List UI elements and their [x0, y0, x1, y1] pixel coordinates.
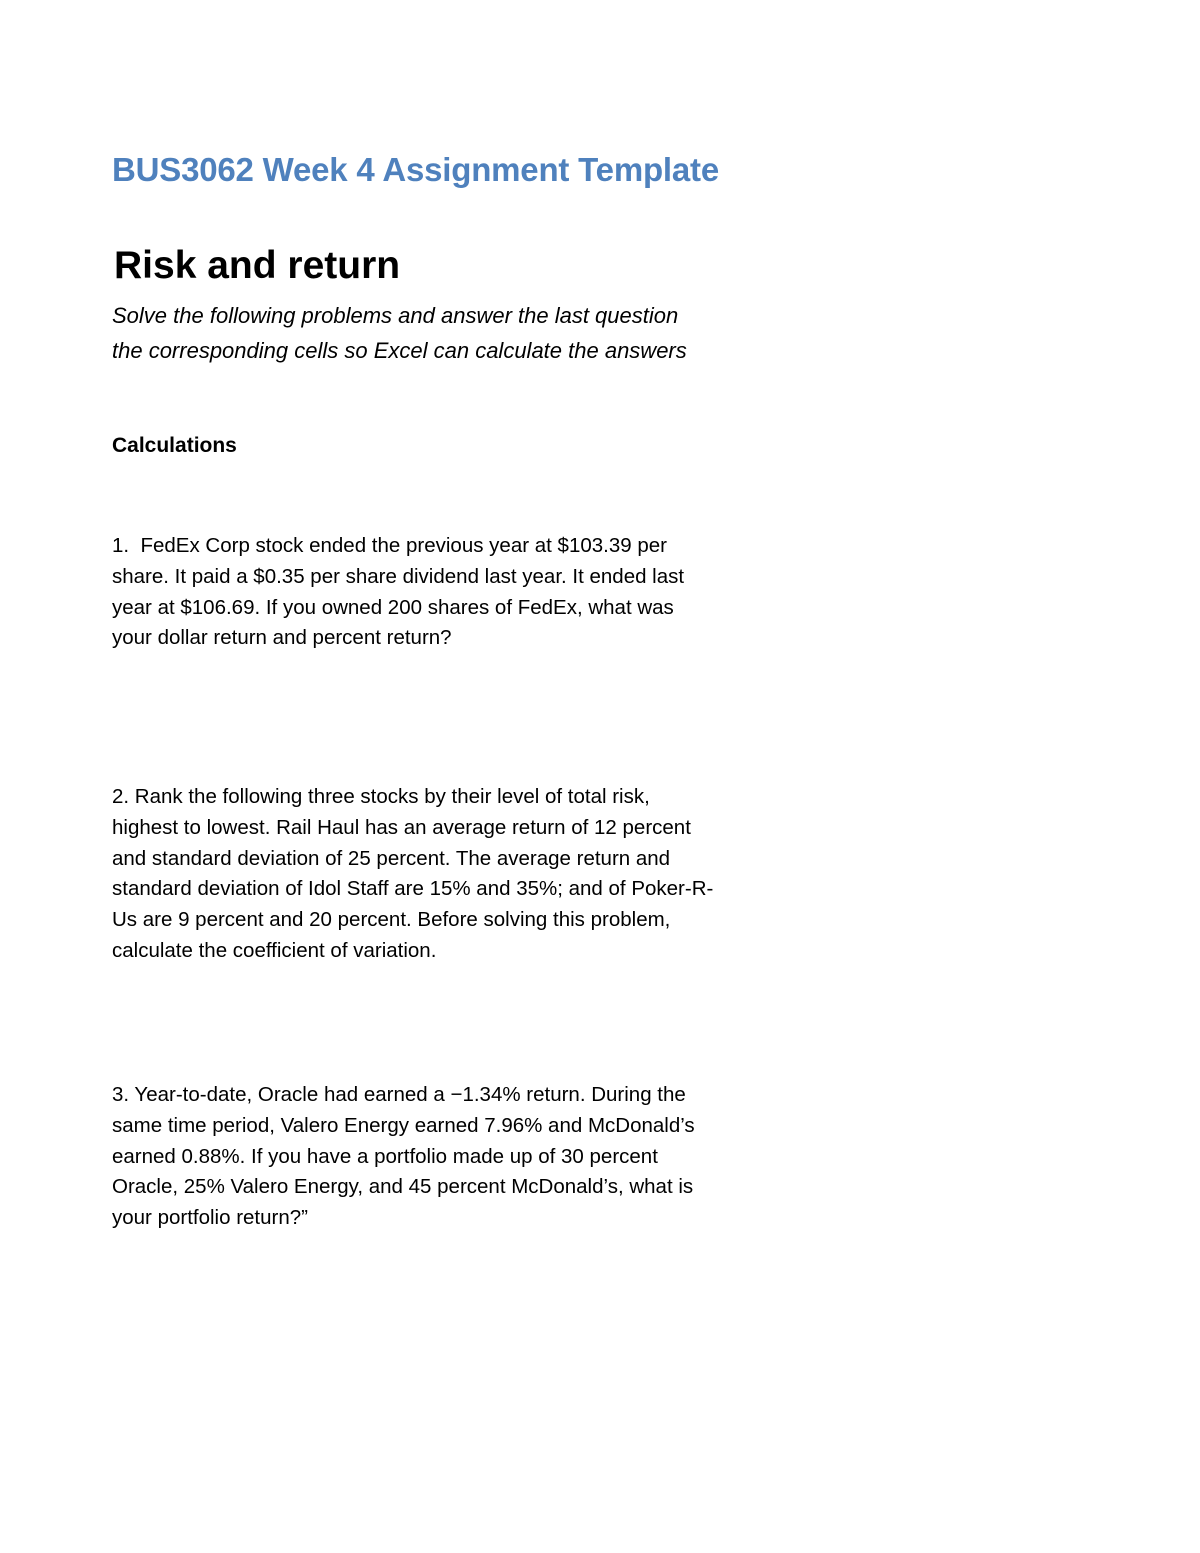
problem-2: 2. Rank the following three stocks by their level of total risk, highest to lowest. Rail Haul has an average return of 12 percent and standard deviation of 25 percent. The average return and standard deviation of Idol Staff are 15% and 35%; and of Poker-R- Us are 9 percent and 20 percent. Before solving this problem, calculate the coefficient of variation. — [112, 785, 714, 962]
calculations-heading: Calculations — [112, 434, 237, 457]
section-title: Risk and return — [114, 244, 401, 287]
instructions-text: Solve the following problems and answer the last question the corresponding cells so Excel can calculate the answers — [112, 303, 687, 363]
problem-1: 1. FedEx Corp stock ended the previous year at $103.39 per share. It paid a $0.35 per share dividend last year. It ended last year at $106.69. If you owned 200 shares of FedEx, what was your dollar return and percent return? — [112, 534, 685, 650]
document-title: BUS3062 Week 4 Assignment Template — [112, 151, 719, 188]
problem-3: 3. Year-to-date, Oracle had earned a −1.34% return. During the same time period, Valero Energy earned 7.96% and McDonald’s earned 0.88%. If you have a portfolio made up of 30 percent Oracle, 25% Valero Energy, and 45 percent McDonald’s, what is your portfolio return?” — [112, 1083, 695, 1230]
